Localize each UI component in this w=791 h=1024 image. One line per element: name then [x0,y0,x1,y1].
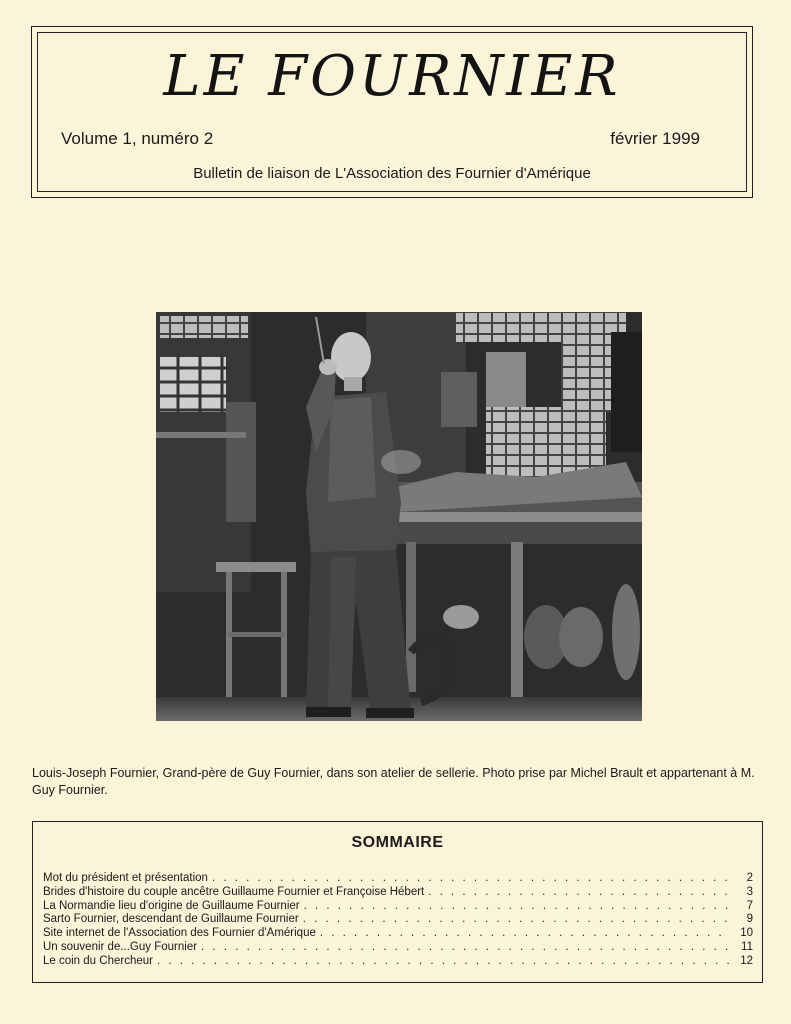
toc-entry[interactable] [43,927,753,941]
toc-entry[interactable] [43,900,753,914]
toc-entry[interactable] [43,913,753,927]
toc-entry-title: La Normandie lieu d'origine de Guillaume Fournier [43,899,300,912]
toc-entry-page: 7 [746,899,753,912]
photo-caption: Louis-Joseph Fournier, Grand-père de Guy Fournier, dans son atelier de sellerie. Photo prise par Michel Brault et appartenant à M. Guy Fournier. [32,766,755,797]
toc-entry-page: 3 [746,885,753,898]
toc-entry-title: Sarto Fournier, descendant de Guillaume Fournier [43,913,299,926]
toc-leader-dots [320,927,729,941]
toc-list [43,872,753,969]
toc-entry-page: 10 [740,927,753,940]
toc-entry-title: Brides d'histoire du couple ancêtre Guillaume Fournier et Françoise Hébert [43,885,425,898]
workshop-photo [156,312,642,721]
toc-entry-page: 12 [740,954,753,967]
toc-heading: SOMMAIRE [351,834,444,851]
masthead-inner-border [37,32,747,192]
toc-leader-dots [212,872,729,886]
newsletter-title: LE FOURNIER [163,44,621,109]
toc-leader-dots [304,900,729,914]
toc-entry-page: 9 [746,913,753,926]
toc-entry-title: Mot du président et présentation [43,872,208,884]
newsletter-subtitle: Bulletin de liaison de L'Association des Fournier d'Amérique [193,165,591,182]
issue-volume: Volume 1, numéro 2 [61,129,214,148]
toc-leader-dots [428,886,729,900]
masthead [31,26,753,198]
toc-entry-title: Site internet de l'Association des Fournier d'Amérique [43,927,316,940]
toc-entry[interactable] [43,872,753,886]
toc-entry[interactable] [43,941,753,955]
toc-entry[interactable] [43,955,753,969]
toc-entry-title: Un souvenir de...Guy Fournier [43,940,198,953]
toc-entry[interactable] [43,886,753,900]
toc-leader-dots [201,941,729,955]
table-of-contents [32,821,763,983]
toc-leader-dots [303,913,729,927]
toc-entry-page: 2 [746,872,753,884]
issue-date: février 1999 [610,129,700,148]
toc-leader-dots [157,955,729,969]
toc-entry-page: 11 [741,940,753,953]
toc-entry-title: Le coin du Chercheur [43,954,153,967]
